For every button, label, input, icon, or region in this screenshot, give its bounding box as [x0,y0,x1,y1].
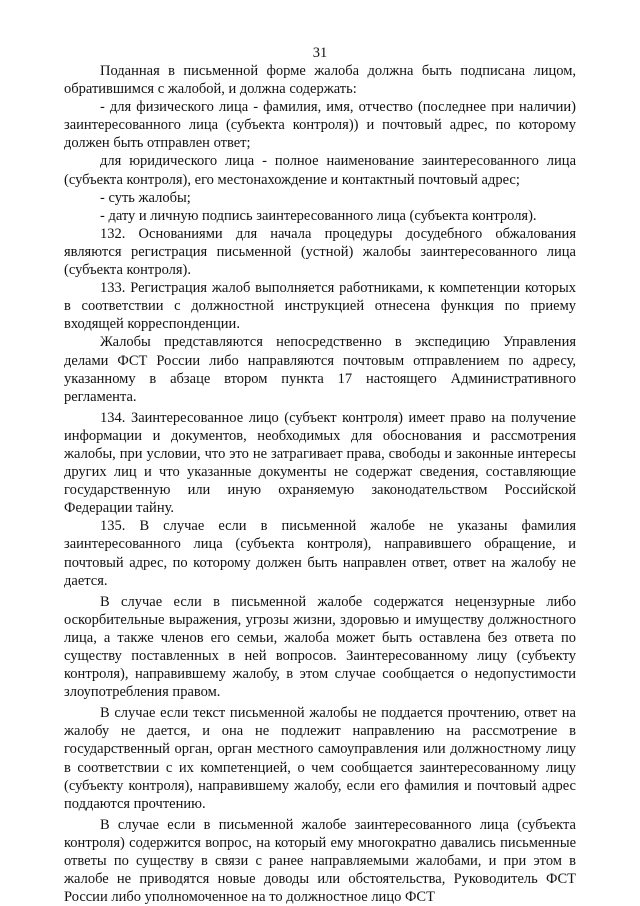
paragraph-complaint-signature: Поданная в письменной форме жалоба должна быть подписана лицом, обратившимся с жалобой, и должна содержать: [64,63,576,98]
paragraph-repeated-question: В случае если в письменной жалобе заинтересованного лица (субъекта контроля) содержится вопрос, на который ему многократно давались письменные ответы по существу в связи с ранее направляемыми жалобами, и при этом в жалобе не приводятся новые доводы или обстоятельства, Руководитель ФСТ России либо уполномоченное на то должностное лицо ФСТ [64,816,576,906]
paragraph-item-135: 135. В случае если в письменной жалобе не указаны фамилия заинтересованного лица (субъекта контроля), направившего обращение, и почтовый адрес, по которому должен быть направлен ответ, ответ на жалобу не дается. [64,518,576,589]
paragraph-date-signature: - дату и личную подпись заинтересованного лица (субъекта контроля). [100,207,537,224]
document-body [64,62,576,906]
paragraph-individual-details: - для физического лица - фамилия, имя, отчество (последнее при наличии) заинтересованного лица (субъекта контроля)) и почтовый адрес, по которому должен быть отправлен ответ; [64,99,576,152]
paragraph-item-134: 134. Заинтересованное лицо (субъект контроля) имеет право на получение информации и документов, необходимых для обоснования и рассмотрения жалобы, при условии, что это не затрагивает права, свободы и законные интересы других лиц и что указанные документы не содержат сведения, составляющие государственную или иную охраняемую законодательством Российской Федерации тайну. [64,409,576,517]
paragraph-complaint-essence: - суть жалобы; [100,189,191,206]
paragraph-legal-entity-details: для юридического лица - полное наименование заинтересованного лица (субъекта контроля), его местонахождение и контактный почтовый адрес; [64,153,576,188]
paragraph-item-132: 132. Основаниями для начала процедуры досудебного обжалования являются регистрация письменной (устной) жалобы заинтересованного лица (субъекта контроля). [64,225,576,279]
paragraph-item-133: 133. Регистрация жалоб выполняется работниками, к компетенции которых в соответствии с должностной инструкцией отнесена функция по приему входящей корреспонденции. [64,280,576,333]
paragraph-obscene-content: В случае если в письменной жалобе содержатся нецензурные либо оскорбительные выражения, угрозы жизни, здоровью и имуществу должностного лица, а также членов его семьи, жалоба может быть оставлена без ответа по существу поставленных в ней вопросов. Заинтересованному лицу (субъекту контроля), направившему жалобу, в этом случае сообщается о недопустимости злоупотребления правом. [64,593,576,701]
paragraph-unreadable-text: В случае если текст письменной жалобы не поддается прочтению, ответ на жалобу не дается, и она не подлежит направлению на рассмотрение в государственный орган, орган местного самоуправления или должностному лицу в соответствии с их компетенцией, о чем сообщается заинтересованному лицу (субъекту контроля), направившему жалобу, если его фамилия и почтовый адрес поддаются прочтению. [64,705,576,812]
paragraph-submission: Жалобы представляются непосредственно в экспедицию Управления делами ФСТ России либо направляются почтовым отправлением по адресу, указанному в абзаце втором пункта 17 настоящего Административного регламента. [64,334,576,405]
page-number: 31 [312,45,328,61]
